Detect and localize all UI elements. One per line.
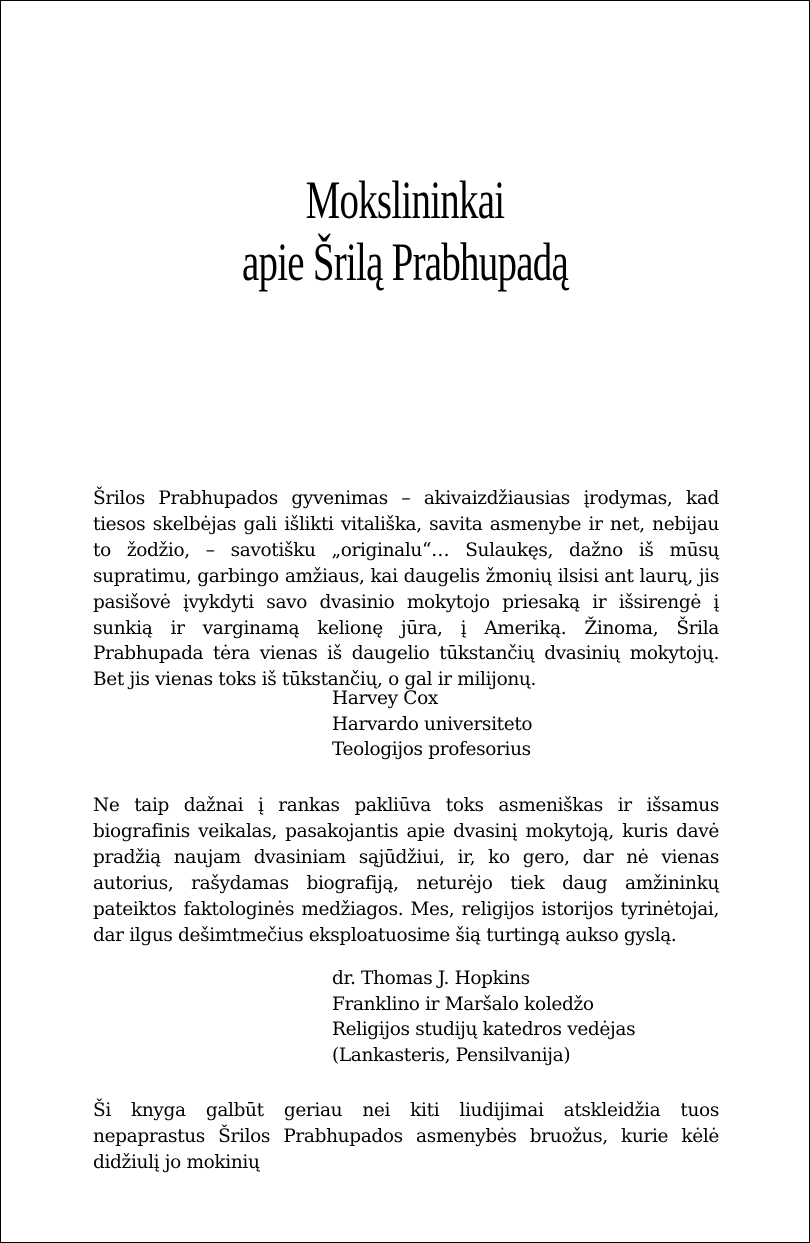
attribution-author: dr. Thomas J. Hopkins: [332, 968, 530, 989]
attribution-block-1: [332, 686, 532, 763]
title-line-2: apie Šrilą Prabhupadą: [241, 232, 569, 292]
attribution-institution: Franklino ir Maršalo koledžo: [332, 993, 594, 1015]
attribution-position: Teologijos profesorius: [332, 739, 531, 760]
attribution-location: (Lankasteris, Pensilvanija): [332, 1044, 571, 1066]
attribution-author: Harvey Cox: [332, 688, 438, 709]
attribution-institution: Harvardo universiteto: [332, 713, 533, 735]
title-line-1: Mokslininkai: [305, 170, 505, 230]
attribution-position: Religijos studijų katedros vedėjas: [332, 1019, 636, 1040]
quote-paragraph-1: Šrilos Prabhupados gyvenimas – akivaizdžiausias įrodymas, kad tiesos skelbėjas gali išlikti vitališka, savita asmenybe ir net, nebijau to žodžio, – savotišku „originalu“… Sulaukęs, dažno iš mūsų supratimu, garbingo amžiaus, kai daugelis žmonių ilsisi ant laurų, jis pasišovė įvykdyti savo dvasinio mokytojo priesaką ir išsirengė į sunkią ir varginamą kelionę jūra, į Ameriką. Žinoma, Šrila Prabhupada tėra vienas iš daugelio tūkstančių dvasinių mokytojų. Bet jis vienas toks iš tūkstančių, o gal ir milijonų.: [93, 488, 719, 691]
quote-paragraph-2: Ne taip dažnai į rankas pakliūva toks asmeniškas ir išsamus biografinis veikalas, pasakojantis apie dvasinį mokytoją, kuris davė pradžią naujam dvasiniam sąjūdžiui, ir, ko gero, dar nė vienas autorius, rašydamas biografiją, neturėjo tiek daug amžininkų pateiktos faktologinės medžiagos. Mes, religijos istorijos tyrinėtojai, dar ilgus dešimtmečius eksploatuosime šią turtingą aukso gyslą.: [93, 795, 719, 946]
attribution-block-2: [332, 966, 635, 1068]
page-title: [1, 169, 809, 293]
quote-paragraph-3: Ši knyga galbūt geriau nei kiti liudijimai atskleidžia tuos nepaprastus Šrilos Prabhupados asmenybės bruožus, kurie kėlė didžiulį jo mokinių: [93, 1100, 719, 1173]
